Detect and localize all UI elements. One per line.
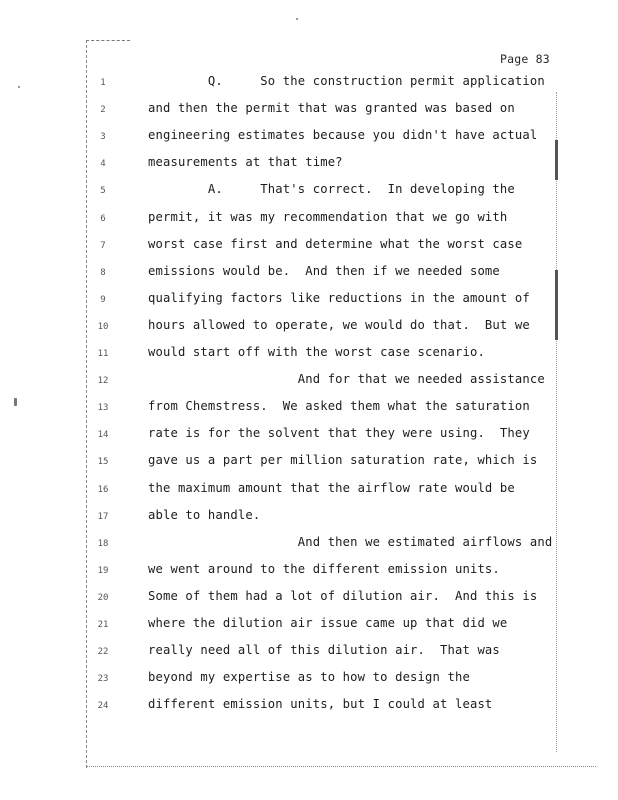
line-number: 14 — [97, 430, 109, 441]
bottom-margin-rule — [86, 766, 596, 767]
transcript-line — [0, 562, 618, 582]
line-number: 23 — [97, 674, 109, 685]
transcript-line — [0, 399, 618, 419]
line-number: 5 — [100, 186, 106, 197]
line-number: 16 — [97, 484, 109, 495]
transcript-line — [0, 643, 618, 663]
line-text: able to handle. — [148, 507, 261, 522]
line-text: different emission units, but I could at least — [148, 697, 493, 712]
line-number: 20 — [97, 592, 109, 603]
line-number: 18 — [97, 538, 109, 549]
line-number: 1 — [100, 78, 106, 88]
line-text: from Chemstress. We asked them what the saturation — [148, 399, 530, 414]
scan-speck — [296, 18, 298, 20]
transcript-line — [0, 101, 618, 121]
line-number: 24 — [97, 701, 109, 712]
transcript-line — [0, 589, 618, 609]
top-margin-rule — [86, 40, 130, 41]
line-number: 19 — [97, 565, 109, 576]
line-number: 4 — [100, 159, 106, 170]
line-text: permit, it was my recommendation that we go with — [148, 209, 508, 224]
line-text: Some of them had a lot of dilution air. And this is — [148, 588, 538, 603]
transcript-line — [0, 210, 618, 230]
line-number: 11 — [97, 349, 109, 359]
line-number: 10 — [97, 321, 109, 332]
line-text: we went around to the different emission units. — [148, 561, 500, 576]
line-number: 3 — [100, 132, 106, 143]
line-text: And then we estimated airflows and — [148, 534, 553, 549]
page-number: Page 83 — [500, 52, 550, 66]
line-text: worst case first and determine what the worst case — [148, 236, 523, 251]
transcript-line — [0, 453, 618, 473]
line-number: 8 — [100, 267, 106, 278]
line-text: measurements at that time? — [148, 155, 343, 170]
line-text: the maximum amount that the airflow rate would be — [148, 480, 515, 495]
transcript-line — [0, 616, 618, 636]
line-text: A. That's correct. In developing the — [148, 182, 515, 197]
line-text: And for that we needed assistance — [148, 372, 545, 387]
transcript-line — [0, 264, 618, 284]
transcript-line — [0, 291, 618, 311]
line-text: where the dilution air issue came up that did we — [148, 616, 508, 630]
line-number: 6 — [100, 213, 106, 224]
transcript-line — [0, 182, 618, 202]
transcript-line — [0, 426, 618, 446]
transcript-line — [0, 74, 618, 94]
transcript-line — [0, 128, 618, 148]
line-text: really need all of this dilution air. That was — [148, 643, 500, 658]
transcript-line — [0, 508, 618, 528]
line-number: 13 — [97, 403, 109, 414]
line-number: 9 — [100, 294, 106, 305]
line-text: would start off with the worst case scenario. — [148, 345, 485, 359]
line-number: 15 — [97, 457, 109, 468]
transcript-line — [0, 481, 618, 501]
transcript-line — [0, 697, 618, 717]
transcript-line — [0, 670, 618, 690]
transcript-line — [0, 155, 618, 175]
line-text: hours allowed to operate, we would do that. But we — [148, 317, 530, 332]
transcript-line — [0, 535, 618, 555]
line-text: rate is for the solvent that they were using. They — [148, 426, 530, 441]
line-text: gave us a part per million saturation rate, which is — [148, 453, 538, 468]
line-number: 7 — [100, 240, 106, 251]
line-text: engineering estimates because you didn't have actual — [148, 128, 538, 143]
line-number: 12 — [97, 376, 109, 387]
line-text: and then the permit that was granted was based on — [148, 101, 515, 116]
line-number: 17 — [97, 511, 109, 522]
transcript-line — [0, 372, 618, 392]
transcript-line — [0, 237, 618, 257]
transcript-line — [0, 345, 618, 365]
line-number: 22 — [97, 647, 109, 658]
line-text: emissions would be. And then if we needed some — [148, 263, 500, 278]
line-number: 21 — [97, 620, 109, 630]
line-text: beyond my expertise as to how to design the — [148, 670, 470, 685]
line-text: qualifying factors like reductions in the amount of — [148, 290, 530, 305]
line-number: 2 — [100, 105, 106, 116]
transcript-line — [0, 318, 618, 338]
line-text: Q. So the construction permit application — [148, 74, 545, 88]
